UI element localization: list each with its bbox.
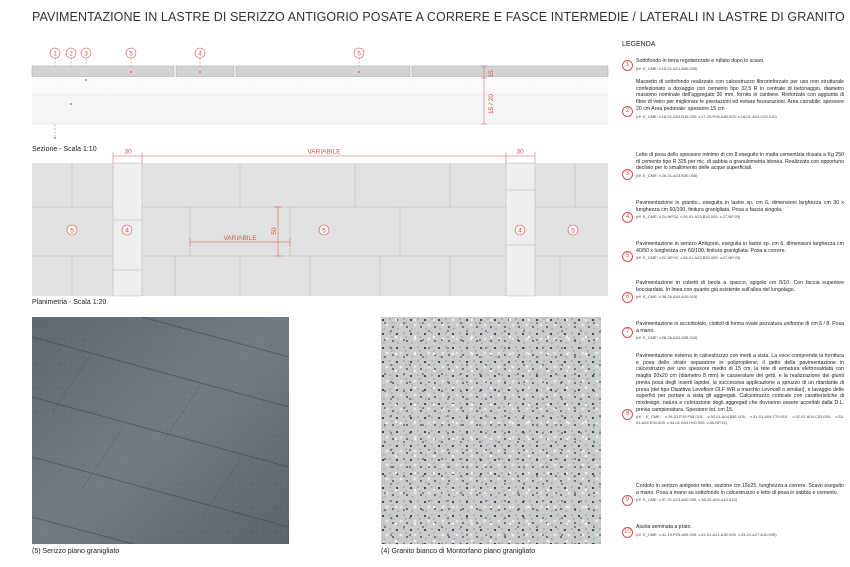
dim-left-30: 30 (124, 148, 132, 156)
plan-marker: 5 (322, 227, 326, 235)
legend-text-block (636, 58, 844, 71)
plan-marker: 4 (518, 227, 522, 235)
legend-title: LEGENDA (622, 41, 656, 48)
legend-ref: (rif. E_CME: v.37-01.A23.A90.005, v.38-26.A04.A10.015) (636, 497, 738, 503)
legend-text-block (636, 152, 844, 179)
legend-ref: (rif. E_CME: v.38-26.A04.A10.015) (636, 294, 698, 300)
legend-text: Letto di posa dello spessore minimo di cm 8 eseguito in malta cementizia dosata a Kg 250 di cemento tipo R 325 per mc. di sabbia a granulometria idonea. Realizzato con opportuno declivio per lo smaltimento delle acque superficiali. (636, 152, 844, 172)
dim-15-20: 15 / 20 (488, 94, 495, 114)
legend-ref: (rif. E_CME: v.16-01.A04.B15.030, v.17-25.P05.A80.005, v.18-01.A04.C03.010) (636, 113, 777, 119)
legend-text-block (636, 353, 844, 425)
plan-drawing (0, 140, 610, 300)
plan-marker: 5 (70, 227, 74, 235)
granite-photo-caption: (4) Granito bianco di Montorfano piano granigliato (381, 548, 536, 555)
legend-text-block (636, 200, 844, 220)
legend-number: 3 (622, 169, 633, 180)
legend-number: 10 (622, 527, 633, 538)
section-marker: 3 (84, 50, 88, 58)
legend-number: 4 (622, 212, 633, 223)
legend-number: 1 (622, 60, 633, 71)
section-caption: Sezione - Scala 1:10 (32, 146, 97, 153)
legend-text: Pavimentazione in cubetti di beola a spacco, spigolo cm 8/10. Con faccia superiore bocciardata. In linea con quanto già esistente sull'allea del lungolago. (636, 280, 844, 293)
section-marker: 2 (69, 50, 73, 58)
dim-variable-mid: VARIABILE (223, 235, 257, 242)
legend-ref: (rif. E_CME: v.41-19.P25.A05.005, v.42-01.A21.A30.005, v.43-20.A27.A10.005) (636, 531, 777, 537)
legend-text: Pavimentazione in serizzo Antigorio, eseguita in lastre sp. cm 6, dimensioni larghezza cm 40/50 x lunghezza cm 60/100, finitura granigliata. Posa a correre. (636, 241, 844, 254)
legend-text-block (636, 79, 844, 119)
legend-text: Aiuola seminata a prato. (636, 524, 692, 530)
plan-caption: Planimetria - Scala 1:20 (32, 299, 107, 306)
legend-text-block (636, 483, 844, 503)
legend-text: Massetto di sottofondo realizzato con calcestruzzo fibrorinforzato per uso non strutturale confezionato a dosaggio con cemento tipo 32,5 R in centrale di betonaggio, diametro massimo nominale dell'aggregato 30 mm, fornito in cantiere. Rinforzato con aggiunta di fibre di vetro per migliorare le prestazioni ed evitare fessurazioni. Area carrabile: spessore 20 cm Area pedonale: spessore 15 cm (636, 79, 844, 112)
legend-text: Pavimentazione esterna in calcestruzzo con inerti a vista. La voce comprende la fornitura e posa dello strato separatore in polipropilene, il getto della pavimentazione in calcestruzzo per uno spessore medio di 15 cm, la rete di armatura elettrosaldata con maglia 20x20 cm (diametro 8 mm) le casserature dei getti, e la realizzazione dei giunti previa posa degli inserti lapidei, la successiva applicazione a spruzzo di un ritardante di presa (del tipo Disattiva Levofloor DLF WR a marchio Levocell o similari), e lavaggio delle superfici per portare a vista gli aggregati. Calcestruzzo corticale con caratteristiche di mixdesign, natura e colorazione degli aggregati che dovranno essere accettati dalla D.L. previa campionatura. Spessore tot. cm 15. (636, 353, 844, 413)
legend-ref: (rif. E_CME: v.24-NP.02, v.26-01.A23.B30.005, v.27-NP.03) (636, 214, 741, 220)
dim-variable-top: VARIABILE (307, 148, 341, 156)
section-markers (50, 48, 364, 58)
legend-text: Pavimentazione in acciottolato, ciottoli di forma ovale pezzatura uniforme di cm 6 / 8. Posa a mano. (636, 321, 844, 334)
page-title: PAVIMENTAZIONE IN LASTRE DI SERIZZO ANTIGORIO POSATE A CORRERE E FASCE INTERMEDIE / LATERALI IN LASTRE DI GRANITO (32, 10, 845, 24)
serizzo-photo-caption: (5) Serizzo piano granigliato (32, 548, 120, 555)
dim-50: 50 (271, 227, 278, 235)
legend-text-block (636, 241, 844, 261)
legend-ref: (rif. E_CME: v.28-26.A04.A05.010) (636, 335, 698, 341)
legend-text: Pavimentazione in granito., eseguita in lastre sp. cm 6, dimensioni larghezza cm 30 x lunghezza cm 60/100, finitura granigliata. Posa a fascia singola. (636, 200, 844, 213)
legend-ref: (rif. E_CME: v.15-01.A21.A60.005) (636, 65, 698, 71)
legend-number: 9 (622, 495, 633, 506)
legend-text-block (636, 321, 844, 341)
dim-15: 15 (488, 70, 495, 78)
legend-number: 5 (622, 251, 633, 262)
legend-text: Sottofondo in terra regolarizzato e rullato dopo lo scavo. (636, 58, 765, 64)
section-drawing (0, 0, 610, 160)
legend-number: 7 (622, 327, 633, 338)
plan-marker: 5 (571, 227, 575, 235)
section-marker: 5 (357, 50, 361, 58)
granite-photo (381, 317, 601, 544)
legend-ref: (rif. E_CME: v.22-NP.01, v.26-01.A23.B30.005, v.27-NP.03) (636, 255, 741, 261)
section-marker: 5 (129, 50, 133, 58)
section-marker: 1 (53, 50, 57, 58)
legend-text-block (636, 524, 844, 537)
legend-text: Cordolo in serizzo antigorio retto, sezione cm 15x25, lunghezza a correre. Scavo eseguito a mano. Posa a mano su sottofondo in calcestruzzo e letto di posa in sabbia e cemento. (636, 483, 844, 496)
section-marker: 4 (198, 50, 202, 58)
legend-ref: (rif. E_CME: v.29-01.P10.F58.015, v.30-01.A04.B61.005, v.31-01.A04.F70.010, v.32-01.A04.C03.005, v.33-01.A04.E00.005, v.34-01.A04.H00.005, v.35-NP.11) (636, 414, 844, 425)
plan-marker: 4 (125, 227, 129, 235)
serizzo-photo (32, 317, 289, 544)
legend-number: 2 (622, 106, 633, 117)
legend-number: 8 (622, 409, 633, 420)
legend-number: 6 (622, 292, 633, 303)
legend-text-block (636, 280, 844, 300)
dim-right-30: 30 (516, 148, 524, 156)
legend-ref: (rif. E_CME: v.26-01.A23.B30.005) (636, 173, 698, 179)
